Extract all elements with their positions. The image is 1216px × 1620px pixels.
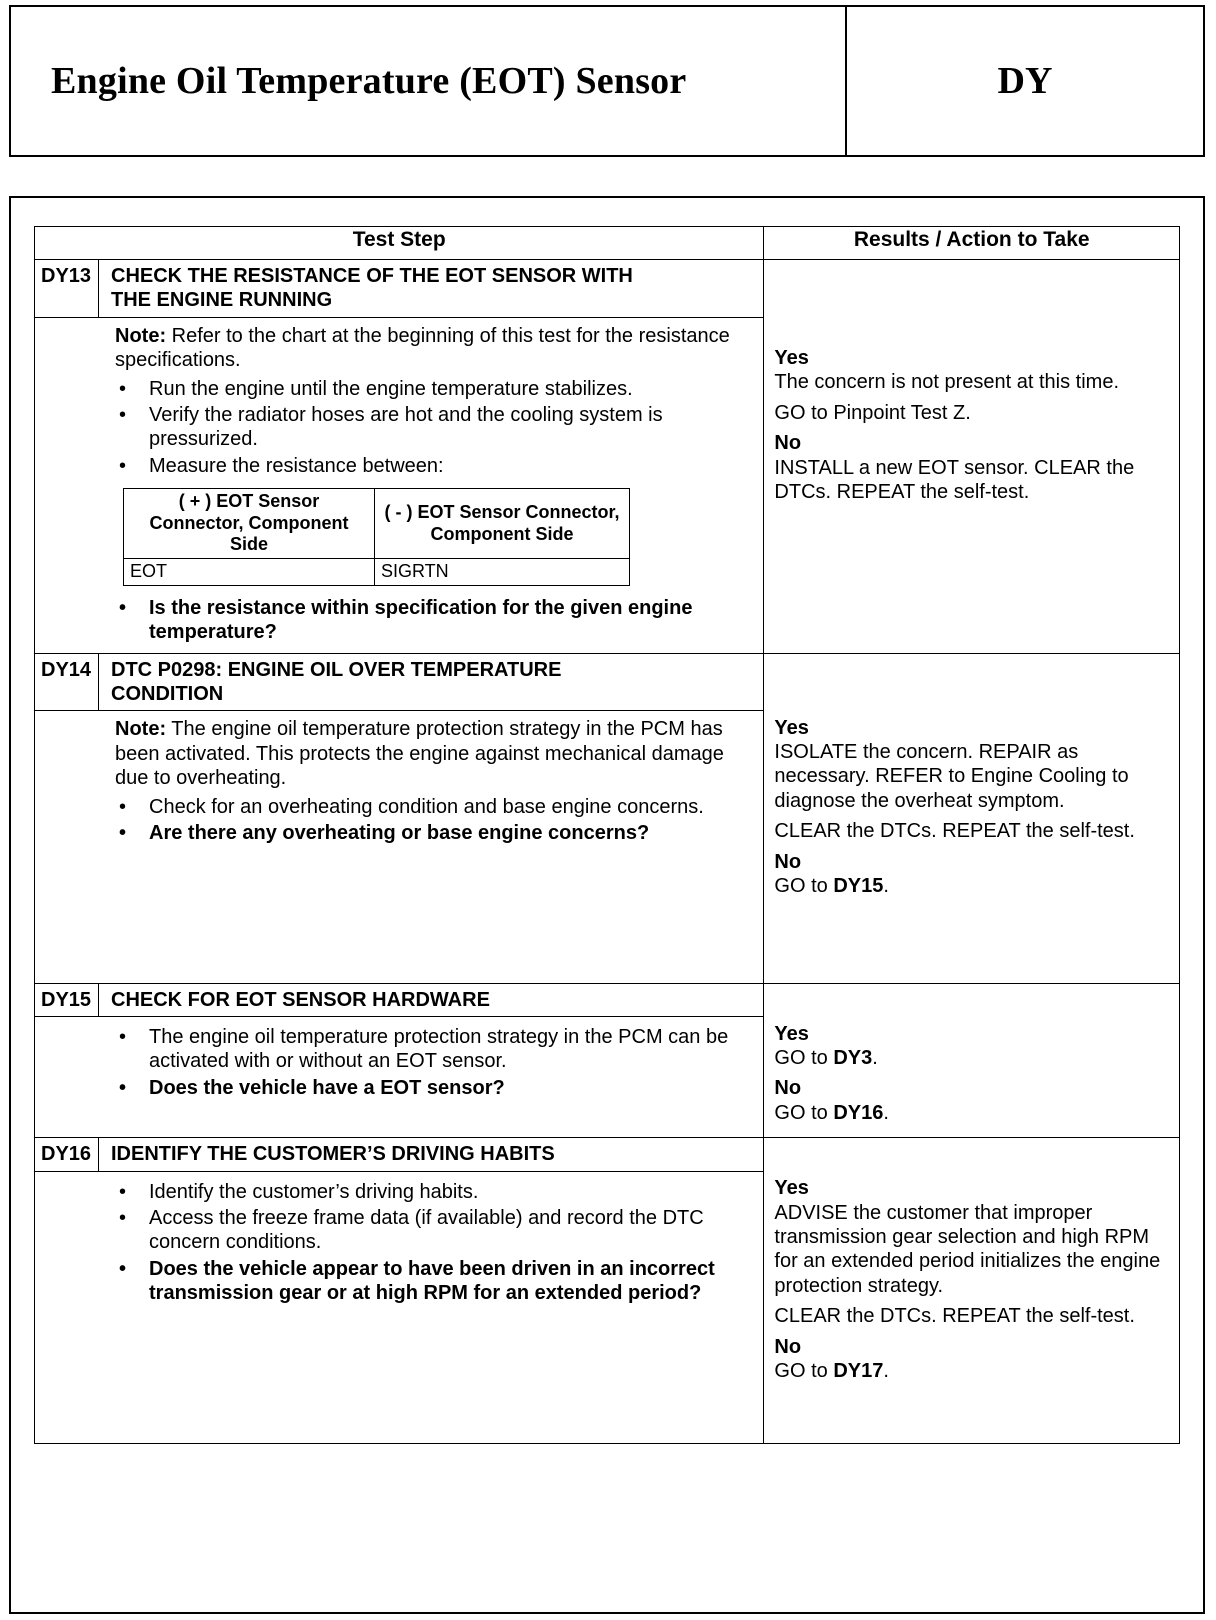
list-item: • Identify the customer’s driving habits. <box>149 1180 751 1204</box>
result-yes: Yes The concern is not present at this time. <box>774 347 1120 394</box>
result-no: No INSTALL a new EOT sensor. CLEAR the DTCs. REPEAT the self-test. <box>774 432 1135 503</box>
page-header <box>9 5 1205 157</box>
list-item: • The engine oil temperature protection strategy in the PCM can be activated with or without an EOT sensor. <box>149 1025 751 1074</box>
step-id: DY16 <box>35 1138 99 1170</box>
step-title-bar <box>35 1138 763 1171</box>
result-cell-dy14 <box>764 653 1180 983</box>
result-yes: Yes ADVISE the customer that improper transmission gear selection and high RPM for an extended period initializes the engine protection strategy. <box>774 1177 1161 1297</box>
step-note: Note: The engine oil temperature protection strategy in the PCM has been activated. This protects the engine against mechanical damage due to overheating. <box>115 718 724 790</box>
step-cell-dy14 <box>35 653 764 983</box>
connector-cell-negative: SIGRTN <box>375 558 630 585</box>
col-header-results: Results / Action to Take <box>764 227 1180 260</box>
result-no: No GO to DY17. <box>774 1335 889 1382</box>
step-title-bar <box>35 260 763 318</box>
step-title: CHECK THE RESISTANCE OF THE EOT SENSOR WITH THE ENGINE RUNNING <box>111 265 633 312</box>
list-item: • Access the freeze frame data (if available) and record the DTC concern conditions. <box>149 1206 751 1255</box>
step-note: Note: Refer to the chart at the beginning of this test for the resistance specifications. <box>115 324 730 372</box>
result-yes-action: CLEAR the DTCs. REPEAT the self-test. <box>774 1305 1135 1328</box>
list-item: • Check for an overheating condition and base engine concerns. <box>149 795 751 819</box>
connector-cell-positive: EOT <box>124 558 375 585</box>
step-cell-dy13 <box>35 260 764 654</box>
table-header-row <box>35 227 1180 260</box>
step-title-bar <box>35 654 763 712</box>
step-title: DTC P0298: ENGINE OIL OVER TEMPERATURE CONDITION <box>111 658 562 706</box>
step-id: DY13 <box>35 260 99 317</box>
result-cell-dy15 <box>764 983 1180 1138</box>
step-bullets <box>115 377 751 479</box>
result-no: No GO to DY15. <box>774 850 889 897</box>
result-yes: Yes ISOLATE the concern. REPAIR as necessary. REFER to Engine Cooling to diagnose the overheat symptom. <box>774 716 1129 812</box>
list-item: • Measure the resistance between: <box>149 454 751 478</box>
step-cell-dy16 <box>35 1138 764 1444</box>
step-question: • Is the resistance within specification for the given engine temperature? <box>149 596 751 645</box>
step-title: CHECK FOR EOT SENSOR HARDWARE <box>111 988 490 1011</box>
table-row <box>35 983 1180 1138</box>
connector-header-positive: ( + ) EOT Sensor Connector, Component Side <box>124 489 375 559</box>
table-row <box>35 653 1180 983</box>
step-bullets <box>115 1025 751 1100</box>
step-id: DY15 <box>35 984 99 1016</box>
section-code: DY <box>997 60 1053 102</box>
step-question: • Does the vehicle have a EOT sensor? <box>149 1076 751 1100</box>
result-cell-dy13 <box>764 260 1180 654</box>
result-yes: Yes GO to DY3. <box>774 1022 878 1070</box>
header-title-cell <box>11 7 847 155</box>
connector-header-negative: ( - ) EOT Sensor Connector, Component Side <box>375 489 630 559</box>
step-question: • Are there any overheating or base engine concerns? <box>149 821 751 845</box>
result-yes-action: CLEAR the DTCs. REPEAT the self-test. <box>774 820 1135 843</box>
step-title: IDENTIFY THE CUSTOMER’S DRIVING HABITS <box>111 1143 555 1166</box>
header-code-cell <box>847 7 1203 155</box>
step-question: • Does the vehicle appear to have been driven in an incorrect transmission gear or at high RPM for an extended period? <box>149 1257 751 1306</box>
pinpoint-test-table <box>34 226 1180 1444</box>
step-cell-dy15 <box>35 983 764 1138</box>
table-row <box>35 1138 1180 1444</box>
page-title: Engine Oil Temperature (EOT) Sensor <box>51 60 687 102</box>
list-item: • Run the engine until the engine temperature stabilizes. <box>149 377 751 401</box>
step-bullets <box>115 1180 751 1306</box>
result-yes-action: GO to Pinpoint Test Z. <box>774 401 971 424</box>
step-title-bar <box>35 984 763 1017</box>
step-bullets <box>115 795 751 846</box>
col-header-test-step: Test Step <box>35 227 764 260</box>
result-cell-dy16 <box>764 1138 1180 1444</box>
result-no: No GO to DY16. <box>774 1077 889 1124</box>
table-row <box>35 260 1180 654</box>
step-id: DY14 <box>35 654 99 711</box>
list-item: • Verify the radiator hoses are hot and the cooling system is pressurized. <box>149 403 751 452</box>
connector-table <box>123 488 630 586</box>
